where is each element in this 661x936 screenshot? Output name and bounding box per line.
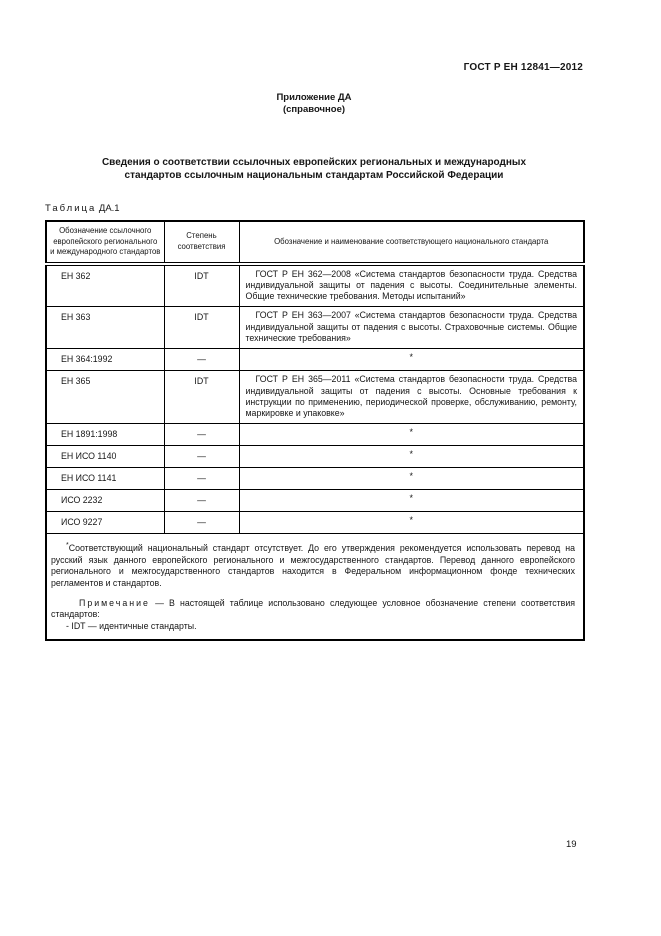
col-header-designation: Обозначение ссылочного европейского регионального и международного стандартов (46, 221, 164, 264)
designation-cell: ЕН 365 (46, 371, 164, 424)
table-row (46, 424, 584, 446)
designation-cell: ЕН 362 (46, 264, 164, 307)
degree-cell: — (164, 446, 239, 468)
table-caption-word: Таблица (45, 203, 97, 214)
section-title-line2: стандартов ссылочным национальным стандартам Российской Федерации (124, 170, 504, 181)
table-row (46, 307, 584, 349)
degree-cell: — (164, 512, 239, 534)
degree-cell: — (164, 490, 239, 512)
annex-subtitle: (справочное) (282, 104, 346, 115)
table-header (46, 221, 584, 264)
table-caption-number: ДА.1 (98, 203, 120, 214)
degree-cell: — (164, 424, 239, 446)
table-body (46, 264, 584, 534)
footnote-text: Соответствующий национальный стандарт отсутствует. До его утверждения рекомендуется использовать перевод на русский язык данного европейского регионального и межгосударственного стандартов. Перевод данного европейского регионального и межгосударственного стандартов находится в Федеральном информационном фонде технических регламентов и стандартов. (51, 543, 575, 588)
table-row (46, 468, 584, 490)
national-standard-cell: * (239, 349, 584, 371)
section-title-line1: Сведения о соответствии ссылочных европейских региональных и международных (101, 157, 527, 168)
national-standard-cell: * (239, 446, 584, 468)
annex-title: Приложение ДА (276, 92, 352, 103)
designation-cell: ЕН ИСО 1141 (46, 468, 164, 490)
national-standard-cell: ГОСТ Р ЕН 363—2007 «Система стандартов безопасности труда. Средства индивидуальной защиты от падения с высоты. Страховочные системы. Общие технические требования» (239, 307, 584, 349)
table-row (46, 490, 584, 512)
national-standard-cell: ГОСТ Р ЕН 365—2011 «Система стандартов безопасности труда. Средства индивидуальной защиты от падения с высоты. Основные требования к инструкции по применению, периодической проверке, обслуживанию, ремонту, маркировке и упаковке» (239, 371, 584, 424)
designation-cell: ЕН 363 (46, 307, 164, 349)
footnote-marker: * (66, 542, 69, 550)
col-header-national-standard: Обозначение и наименование соответствующего национального стандарта (239, 221, 584, 264)
table-row (46, 512, 584, 534)
table-row (46, 371, 584, 424)
doc-number: ГОСТ Р ЕН 12841—2012 (463, 62, 583, 73)
degree-cell: — (164, 468, 239, 490)
degree-cell: — (164, 349, 239, 371)
footnote-cell (46, 534, 584, 640)
degree-cell: IDT (164, 371, 239, 424)
section-title (45, 156, 583, 182)
national-standard-cell: * (239, 512, 584, 534)
table-row (46, 349, 584, 371)
table-caption (45, 203, 583, 214)
page-content (45, 0, 583, 641)
table-row (46, 446, 584, 468)
designation-cell: ЕН ИСО 1140 (46, 446, 164, 468)
national-standard-cell: * (239, 424, 584, 446)
header-row (46, 221, 584, 264)
national-standard-cell: * (239, 490, 584, 512)
national-standard-cell: ГОСТ Р ЕН 362—2008 «Система стандартов безопасности труда. Средства индивидуальной защиты от падения с высоты. Соединительные элементы. Общие технические требования. Методы испытаний» (239, 264, 584, 307)
table-note (51, 598, 575, 621)
table-footnote (51, 540, 575, 589)
degree-cell: IDT (164, 307, 239, 349)
table-row (46, 264, 584, 307)
page-number: 19 (566, 839, 577, 850)
annex-heading (45, 92, 583, 116)
designation-cell: ЕН 1891:1998 (46, 424, 164, 446)
table-footer (46, 534, 584, 640)
designation-cell: ИСО 9227 (46, 512, 164, 534)
degree-cell: IDT (164, 264, 239, 307)
correspondence-table (45, 220, 585, 641)
designation-cell: ИСО 2232 (46, 490, 164, 512)
col-header-degree: Степень соответствия (164, 221, 239, 264)
national-standard-cell: * (239, 468, 584, 490)
footnote-row (46, 534, 584, 640)
note-item: - IDT — идентичные стандарты. (66, 620, 197, 631)
designation-cell: ЕН 364:1992 (46, 349, 164, 371)
note-text: — В настоящей таблице использовано следующее условное обозначение степени соответствия стандартов: (51, 598, 575, 620)
note-label: Примечание (79, 598, 150, 609)
